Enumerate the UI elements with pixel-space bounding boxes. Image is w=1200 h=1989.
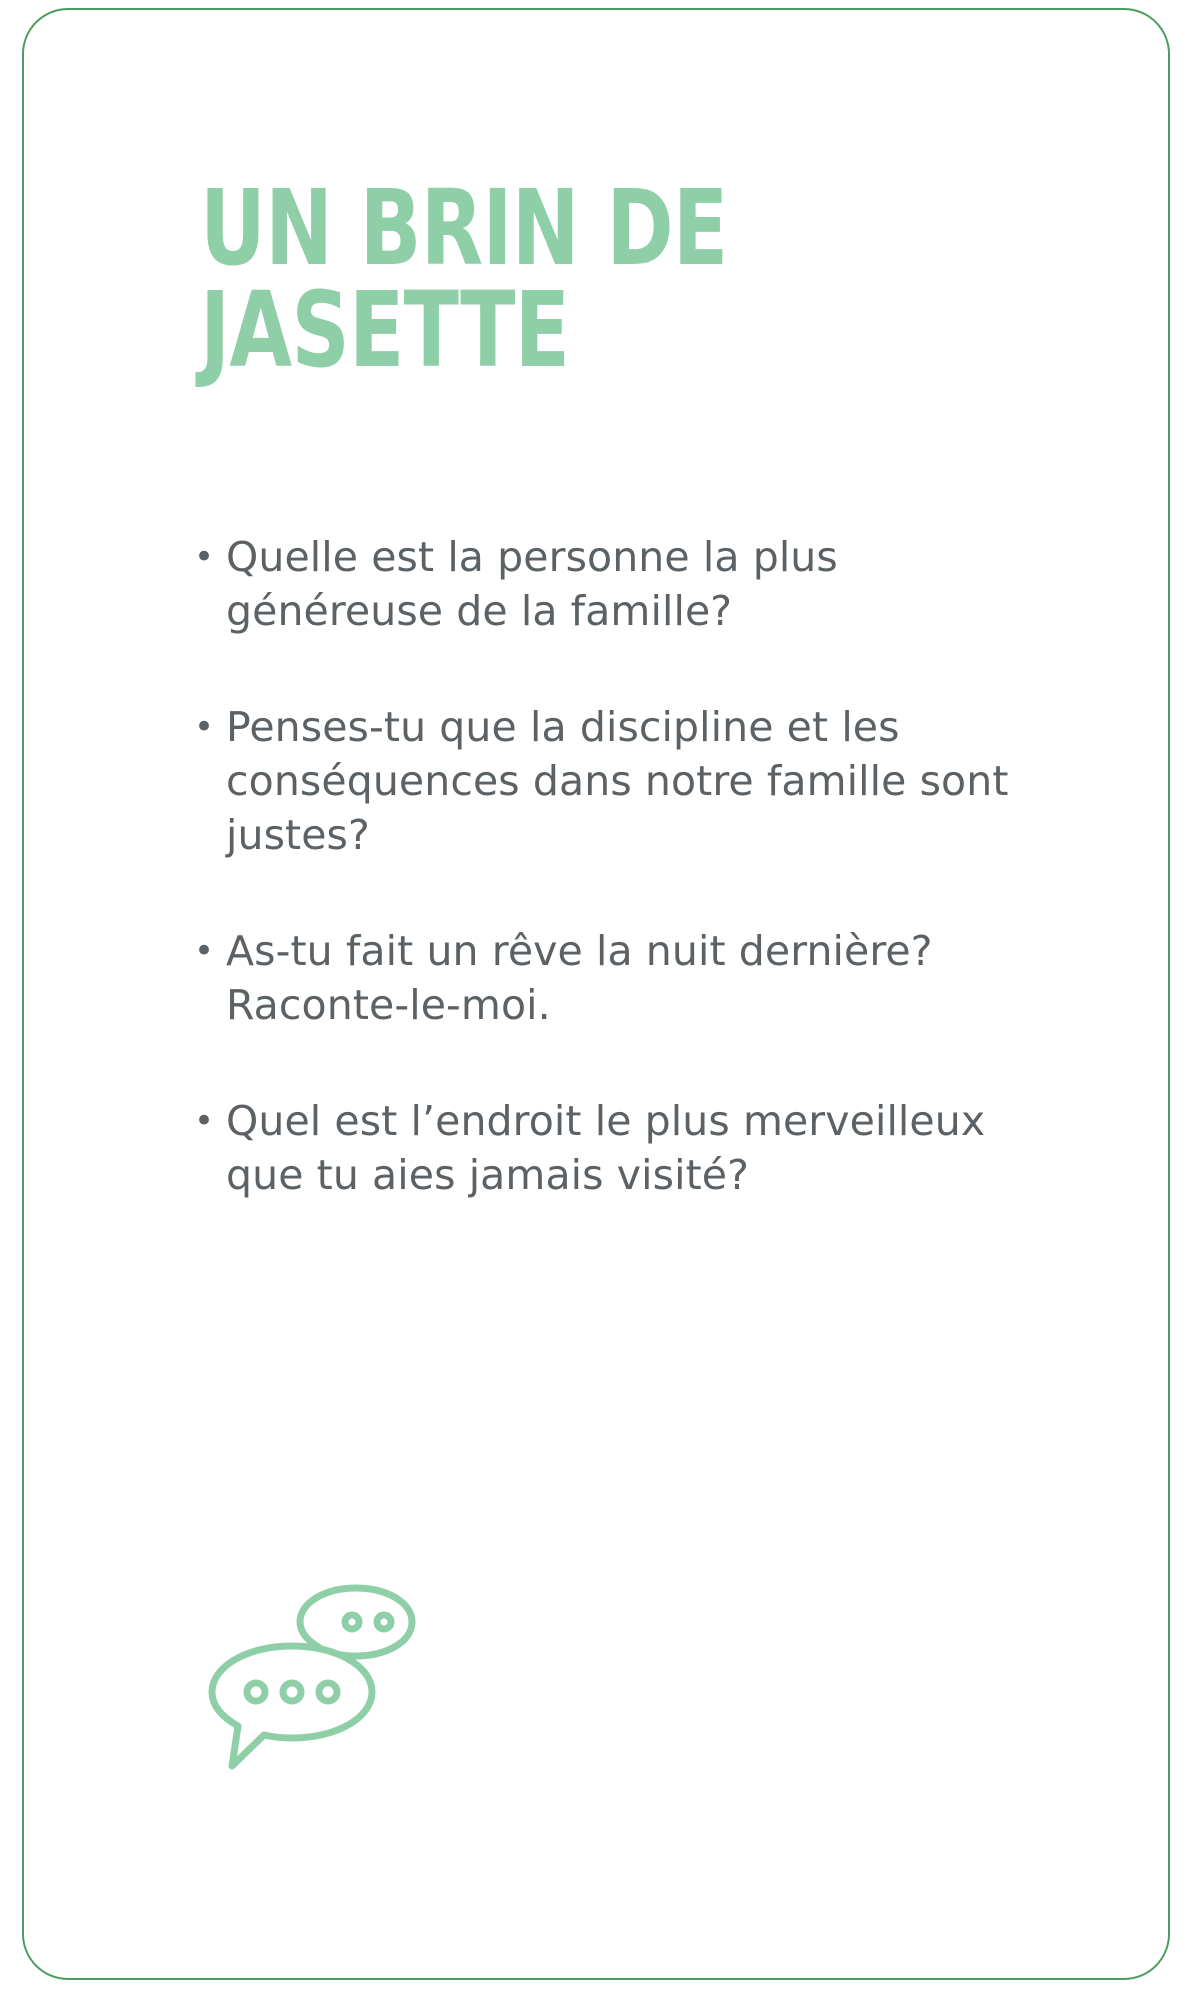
conversation-card: [22, 8, 1170, 1980]
question-text: Quelle est la personne la plus généreuse de la famille?: [226, 533, 838, 635]
page-title: [200, 167, 762, 391]
bullet-icon: •: [194, 707, 215, 747]
list-item: [184, 924, 1024, 1032]
page-title-line-2: JASETTE: [200, 268, 570, 391]
speech-bubbles-icon: [204, 1580, 434, 1780]
bullet-icon: •: [194, 537, 215, 577]
list-item: [184, 530, 1024, 638]
question-text: Penses-tu que la discipline et les conséquences dans notre famille sont justes?: [226, 703, 1009, 859]
question-text: Quel est l’endroit le plus merveilleux que tu aies jamais visité?: [226, 1097, 986, 1199]
page-title-line-1: UN BRIN DE: [200, 167, 728, 289]
bullet-icon: •: [194, 931, 215, 971]
list-item: [184, 1094, 1024, 1202]
question-text: As-tu fait un rêve la nuit dernière? Raconte-le-moi.: [226, 927, 933, 1029]
question-list: [184, 530, 1024, 1264]
list-item: [184, 700, 1024, 862]
bullet-icon: •: [194, 1101, 215, 1141]
